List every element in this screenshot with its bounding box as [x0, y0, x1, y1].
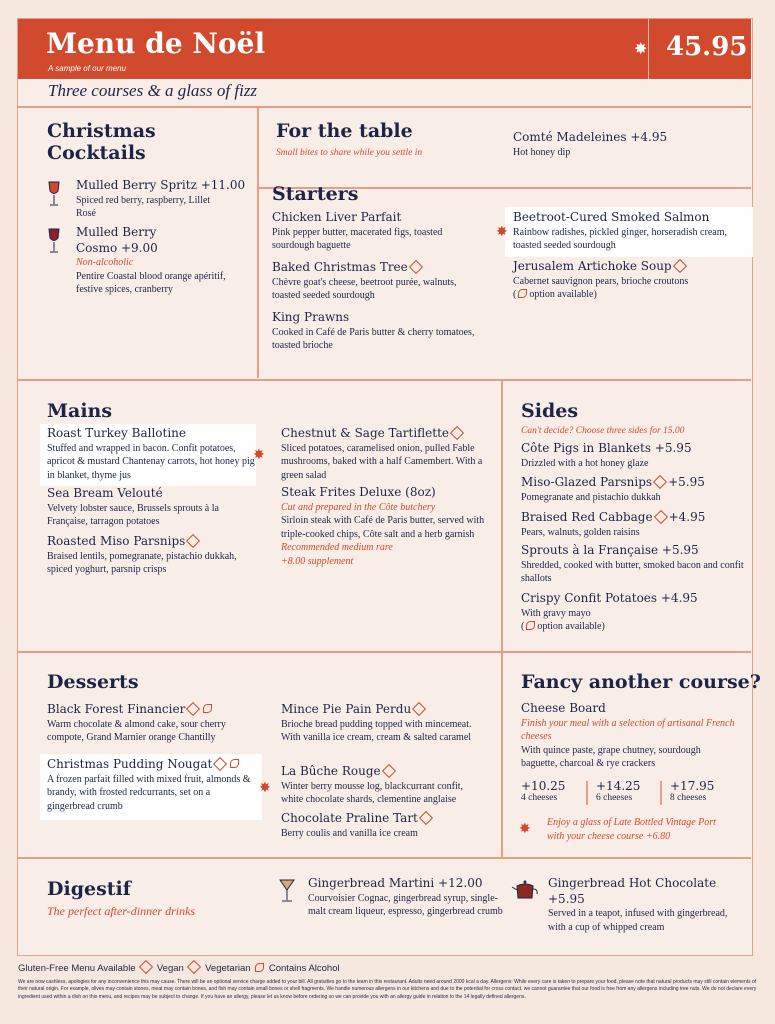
- allergen-notice: We are now cashless, apologies for any inconvenience this may cause. There will be an optional service charge added to your bill. All gratuities go to the team in this restaurant. Adults need around 2000 kcal a day. Allergens: While every care is taken to prepare your food, please note that natural products may still contain elements of their natural origin. For example, olives may contain stones, meat may contain bones, and fish may contain small bones or shell fragments. We handle numerous allergens in our kitchens and due to the potential for cross contact, we cannot guarantee that our food is free from any allergens including tree nuts. We do not declare every ingredient used within a dish on this menu, and recipes may be subject to change. If you have an allergy, please let us know before ordering so we can provide you with an allergy guide in relation to the 14 legally defined allergens.: [18, 979, 757, 1000]
- item-note: Non-alcoholic: [76, 257, 134, 269]
- item-desc: Brioche bread pudding topped with mincemeat. With vanilla ice cream, cream & salted caramel: [281, 718, 472, 744]
- item-name: Braised Red Cabbage: [521, 510, 653, 524]
- item-note: +8.00 supplement: [281, 555, 354, 567]
- item-name: King Prawns: [272, 310, 350, 324]
- item-name: Chestnut & Sage Tartiflette: [281, 426, 450, 440]
- alcohol-icon: [255, 963, 264, 972]
- section-note: The perfect after-dinner drinks: [47, 904, 196, 918]
- cheese-count: 8 cheeses: [670, 793, 707, 803]
- item-price: +5.95: [668, 475, 705, 489]
- star-icon: ✸: [634, 39, 648, 58]
- item-desc: Stuffed and wrapped in bacon. Confit potatoes, apricot & mustard Chantenay carrots, hot honey pig in blanket, thyme jus: [47, 442, 255, 481]
- header-divider: [648, 19, 649, 79]
- list-item: [548, 876, 743, 934]
- star-icon: ✸: [253, 447, 265, 463]
- gluten-free-text: Gluten-Free Menu Available: [18, 963, 136, 974]
- list-item: [521, 543, 746, 586]
- list-item: [76, 225, 236, 297]
- item-name: Mince Pie Pain Perdu: [281, 702, 412, 716]
- list-item: [47, 702, 262, 745]
- item-desc: Pink pepper butter, macerated figs, toasted sourdough baguette: [272, 226, 443, 252]
- item-name: Jerusalem Artichoke Soup: [513, 259, 672, 273]
- item-desc: With quince paste, grape chutney, sourdough baguette, charcoal & rye crackers: [521, 744, 701, 770]
- item-name: Gingerbread Martini +12.00: [308, 876, 483, 890]
- tagline: Three courses & a glass of fizz: [48, 81, 258, 100]
- item-desc: Sirloin steak with Café de Paris butter, served with triple-cooked chips, Côte salt and a herb garnish: [281, 515, 485, 540]
- item-desc: Braised lentils, pomegranate, pistachio dukkah, spiced yoghurt, parsnip crisps: [47, 550, 237, 576]
- item-name: Chocolate Praline Tart: [281, 811, 418, 825]
- list-item: [281, 811, 486, 840]
- martini-glass-icon: [278, 878, 296, 904]
- item-name: Miso-Glazed Parsnips: [521, 475, 653, 489]
- divider: [660, 781, 662, 805]
- section-title-cocktails: Christmas Cocktails: [47, 120, 156, 164]
- star-icon: ✸: [259, 780, 271, 796]
- item-desc: Drizzled with a hot honey glaze: [521, 457, 649, 469]
- item-name: Mulled Berry Cosmo +9.00: [76, 225, 158, 255]
- section-title-starters: Starters: [272, 183, 359, 205]
- star-icon: ✸: [496, 224, 508, 240]
- alcohol-label: Contains Alcohol: [268, 963, 340, 974]
- menu-title: Menu de Noël: [46, 27, 266, 60]
- vegetarian-icon: [382, 763, 396, 777]
- item-desc: Cooked in Café de Paris butter & cherry tomatoes, toasted brioche: [272, 326, 475, 352]
- vegetarian-icon: [419, 810, 433, 824]
- cheese-price: +10.25: [521, 779, 566, 793]
- item-name: Chicken Liver Parfait: [272, 210, 402, 224]
- item-name: Comté Madeleines +4.95: [513, 130, 668, 144]
- list-item: [272, 210, 482, 253]
- section-title-sides: Sides: [521, 400, 579, 422]
- list-item: [281, 764, 486, 807]
- divider: [18, 857, 751, 859]
- item-option-open: (: [521, 621, 525, 633]
- menu-subtitle: A sample of our menu: [48, 64, 126, 73]
- item-desc: Hot honey dip: [513, 146, 571, 158]
- list-item: [513, 130, 733, 159]
- item-name: Baked Christmas Tree: [272, 260, 408, 274]
- vegetarian-icon: [673, 258, 687, 272]
- item-name: La Bûche Rouge: [281, 764, 381, 778]
- item-name: Cheese Board: [521, 701, 606, 715]
- item-desc: Shredded, cooked with butter, smoked bacon and confit shallots: [521, 559, 744, 585]
- divider: [18, 106, 751, 108]
- item-desc: Winter berry mousse log, blackcurrant confit, white chocolate shards, clementine anglaise: [281, 780, 464, 806]
- list-item: [513, 210, 743, 253]
- list-item: [521, 591, 746, 634]
- list-item: [521, 475, 746, 504]
- item-desc: Pears, walnuts, golden raisins: [521, 526, 640, 538]
- section-note: Can't decide? Choose three sides for 15.00: [521, 426, 685, 436]
- vegetarian-icon: [450, 425, 464, 439]
- list-item: [521, 441, 746, 470]
- divider: [18, 379, 751, 381]
- item-name: Black Forest Financier: [47, 702, 186, 716]
- item-option-open: (: [513, 289, 517, 301]
- vegetarian-label: Vegetarian: [205, 963, 251, 974]
- item-name: Sprouts à la Française +5.95: [521, 543, 699, 557]
- alcohol-icon: [203, 704, 212, 713]
- item-option: option available): [537, 621, 605, 633]
- list-item: [513, 259, 743, 302]
- item-desc: With gravy mayo: [521, 607, 591, 619]
- list-item: [281, 485, 486, 568]
- section-title-digestif: Digestif: [47, 878, 131, 900]
- item-desc: Warm chocolate & almond cake, sour cherry compote, Grand Marnier orange Chantilly: [47, 718, 226, 744]
- port-text: Enjoy a glass of Late Bottled Vintage Port with your cheese course: [547, 817, 716, 842]
- list-item: [272, 310, 482, 353]
- wine-glass-icon: [46, 227, 62, 255]
- vegetarian-icon: [213, 756, 227, 770]
- port-price: +6.80: [645, 830, 671, 842]
- menu-price: 45.95: [666, 32, 748, 62]
- item-name: Crispy Confit Potatoes +4.95: [521, 591, 698, 605]
- item-desc: Velvety lobster sauce, Brussels sprouts à la Française, tarragon potatoes: [47, 502, 219, 528]
- wine-glass-icon: [46, 180, 62, 208]
- item-name: Roast Turkey Ballotine: [47, 426, 187, 440]
- item-note: Recommended medium rare: [281, 542, 393, 554]
- section-title-mains: Mains: [47, 400, 113, 422]
- teapot-icon: [511, 878, 539, 902]
- vegetarian-icon: [654, 509, 668, 523]
- item-name: Gingerbread Hot Chocolate +5.95: [548, 876, 717, 906]
- vegetarian-icon: [412, 701, 426, 715]
- list-item: [281, 702, 486, 745]
- item-desc: Cabernet sauvignon pears, brioche croutons: [513, 275, 689, 287]
- star-icon: ✸: [519, 821, 531, 837]
- list-item: [47, 426, 257, 482]
- item-option: option available): [529, 289, 597, 301]
- item-price: +4.95: [668, 510, 706, 524]
- item-desc: A frozen parfait filled with mixed fruit, almonds & brandy, with frosted redcurrants, set on a gingerbread crumb: [47, 773, 251, 812]
- section-title-desserts: Desserts: [47, 671, 139, 693]
- item-name: Mulled Berry Spritz +11.00: [76, 178, 246, 192]
- list-item: [272, 260, 482, 303]
- divider: [501, 379, 503, 857]
- item-name: Beetroot-Cured Smoked Salmon: [513, 210, 710, 224]
- item-desc: Sliced potatoes, caramelised onion, pulled Fable mushrooms, baked with a half Camembert. With a green salad: [281, 442, 483, 481]
- vegetarian-icon: [653, 474, 667, 488]
- cheese-count: 4 cheeses: [521, 793, 558, 803]
- list-item: [521, 701, 736, 771]
- list-item: [308, 876, 508, 919]
- item-desc: Courvoisier Cognac, gingerbread syrup, single-malt cream liqueur, espresso, gingerbread crumb: [308, 892, 503, 918]
- list-item: [76, 178, 266, 221]
- vegan-icon: [518, 289, 527, 298]
- list-item: [47, 757, 257, 813]
- divider: [257, 106, 259, 378]
- menu-header: [18, 19, 751, 79]
- item-note: Cut and prepared in the Côte butchery: [281, 501, 436, 513]
- divider: [586, 781, 588, 805]
- cheese-price: +14.25: [596, 779, 641, 793]
- list-item: [47, 486, 257, 529]
- section-note: Small bites to share while you settle in: [276, 148, 423, 158]
- item-desc: Served in a teapot, infused with gingerbread, with a cup of whipped cream: [548, 908, 728, 933]
- item-name: Steak Frites Deluxe (8oz): [281, 485, 436, 499]
- list-item: [47, 534, 257, 577]
- alcohol-icon: [230, 759, 239, 768]
- cheese-option: [596, 779, 640, 803]
- divider: [18, 651, 751, 653]
- item-desc: Rainbow radishes, pickled ginger, horseradish cream, toasted seeded sourdough: [513, 226, 727, 252]
- item-name: Roasted Miso Parsnips: [47, 534, 186, 548]
- vegetarian-icon: [186, 533, 200, 547]
- vegetarian-icon: [186, 701, 200, 715]
- vegan-icon: [139, 960, 153, 974]
- vegetarian-icon: [409, 259, 423, 273]
- list-item: [521, 510, 746, 539]
- item-name: Côte Pigs in Blankets +5.95: [521, 441, 692, 455]
- legend: [18, 963, 340, 974]
- item-desc: Pomegranate and pistachio dukkah: [521, 491, 661, 503]
- cheese-count: 6 cheeses: [596, 793, 633, 803]
- cheese-option: [521, 779, 565, 803]
- vegetarian-icon: [187, 960, 201, 974]
- port-note: [547, 816, 717, 843]
- item-name: Christmas Pudding Nougat: [47, 757, 213, 771]
- cheese-option: [670, 779, 714, 803]
- section-title-another: Fancy another course?: [521, 671, 761, 693]
- item-desc: Pentire Coastal blood orange apéritif, festive spices, cranberry: [76, 270, 226, 296]
- item-desc: Spiced red berry, raspberry, Lillet Rosé: [76, 194, 211, 220]
- item-desc: Chèvre goat's cheese, beetroot purée, walnuts, toasted seeded sourdough: [272, 276, 457, 302]
- section-title-table: For the table: [276, 120, 413, 142]
- item-desc: Berry coulis and vanilla ice cream: [281, 827, 418, 839]
- vegan-label: Vegan: [156, 963, 184, 974]
- item-name: Sea Bream Velouté: [47, 486, 163, 500]
- vegan-icon: [526, 621, 535, 630]
- cheese-price: +17.95: [670, 779, 715, 793]
- list-item: [281, 426, 486, 482]
- item-note: Finish your meal with a selection of artisanal French cheeses: [521, 717, 735, 743]
